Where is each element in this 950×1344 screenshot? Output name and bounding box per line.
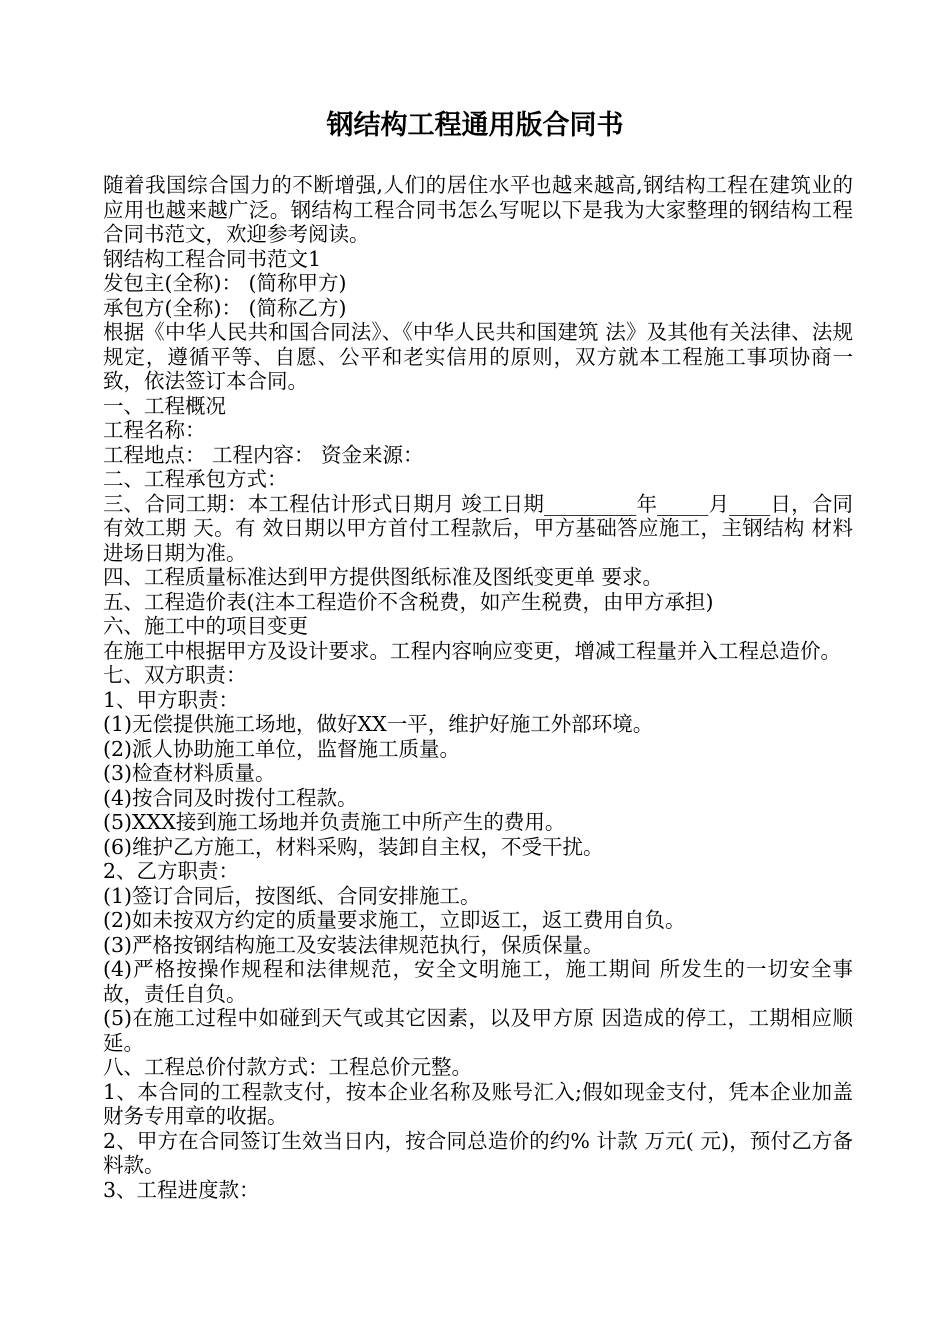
body-paragraph: 在施工中根据甲方及设计要求。工程内容响应变更，增减工程量并入工程总造价。: [103, 638, 841, 663]
section-heading: 八、工程总价付款方式：工程总价元整。: [103, 1055, 472, 1079]
document-title: 钢结构工程通用版合同书: [326, 110, 624, 141]
field-line: 工程地点： 工程内容： 资金来源：: [103, 442, 424, 467]
section-heading: 七、双方职责：: [103, 663, 247, 687]
list-item: (1)无偿提供施工场地，做好XX一平，维护好施工外部环境。: [103, 712, 654, 736]
section-heading: 一、工程概况: [103, 393, 226, 418]
list-item: (1)签订合同后，按图纸、合同安排施工。: [103, 883, 481, 908]
payment-item: 3、工程进度款：: [103, 1177, 260, 1202]
list-item: (5)在施工过程中如碰到天气或其它因素，以及甲方原 因造成的停工，工期相应顺延。: [103, 1006, 853, 1055]
field-line: 工程名称：: [103, 418, 206, 442]
section-heading: 四、工程质量标准达到甲方提供图纸标准及图纸变更单 要求。: [103, 565, 664, 589]
legal-basis-paragraph: 根据《中华人民共和国合同法》、《中华人民共和国建筑 法》及其他有关法律、法规规定，遵循平等、自愿、公平和老实信用的原则，双方就本工程施工事项协商一致，依法签订本合同。: [103, 320, 853, 393]
section-heading: 二、工程承包方式：: [103, 467, 288, 491]
party-a-line: 发包主(全称)： (简称甲方): [103, 271, 347, 295]
sample-heading: 钢结构工程合同书范文1: [103, 246, 322, 271]
list-item: (5)XXX接到施工场地并负责施工中所产生的费用。: [103, 810, 566, 834]
subsection-heading: 1、甲方职责：: [103, 687, 240, 712]
list-item: (2)如未按双方约定的质量要求施工，立即返工，返工费用自负。: [103, 908, 686, 932]
list-item: (4)按合同及时拨付工程款。: [103, 785, 358, 810]
subsection-heading: 2、乙方职责：: [103, 859, 240, 883]
list-item: (3)检查材料质量。: [103, 761, 276, 785]
party-b-line: 承包方(全称)： (简称乙方): [103, 295, 347, 320]
section-heading: 五、工程造价表(注本工程造价不含税费，如产生税费，由甲方承担): [103, 589, 714, 614]
list-item: (4)严格按操作规程和法律规范，安全文明施工，施工期间 所发生的一切安全事故，责任自负。: [103, 957, 853, 1006]
list-item: (2)派人协助施工单位，监督施工质量。: [103, 736, 461, 761]
intro-paragraph: 随着我国综合国力的不断增强,人们的居住水平也越来越高,钢结构工程在建筑业的应用也越来越广泛。钢结构工程合同书怎么写呢以下是我为大家整理的钢结构工程合同书范文，欢迎参考阅读。: [103, 173, 853, 246]
payment-item: 1、本合同的工程款支付，按本企业名称及账号汇入;假如现金支付，凭本企业加盖财务专用章的收据。: [103, 1079, 853, 1128]
list-item: (6)维护乙方施工，材料采购，装卸自主权，不受干扰。: [103, 834, 604, 859]
payment-item: 2、甲方在合同签订生效当日内，按合同总造价的约% 计款 万元( 元)，预付乙方备料款。: [103, 1128, 853, 1177]
document-body: [103, 173, 853, 1202]
list-item: (3)严格按钢结构施工及安装法律规范执行，保质保量。: [103, 932, 604, 957]
contract-period-paragraph: 三、合同工期：本工程估计形式日期月 竣工日期_________年_____月____日，合同有效工期 天。有 效日期以甲方首付工程款后，甲方基础答应施工，主钢结构 材料进场日期为准。: [103, 491, 853, 565]
section-heading: 六、施工中的项目变更: [103, 614, 308, 638]
